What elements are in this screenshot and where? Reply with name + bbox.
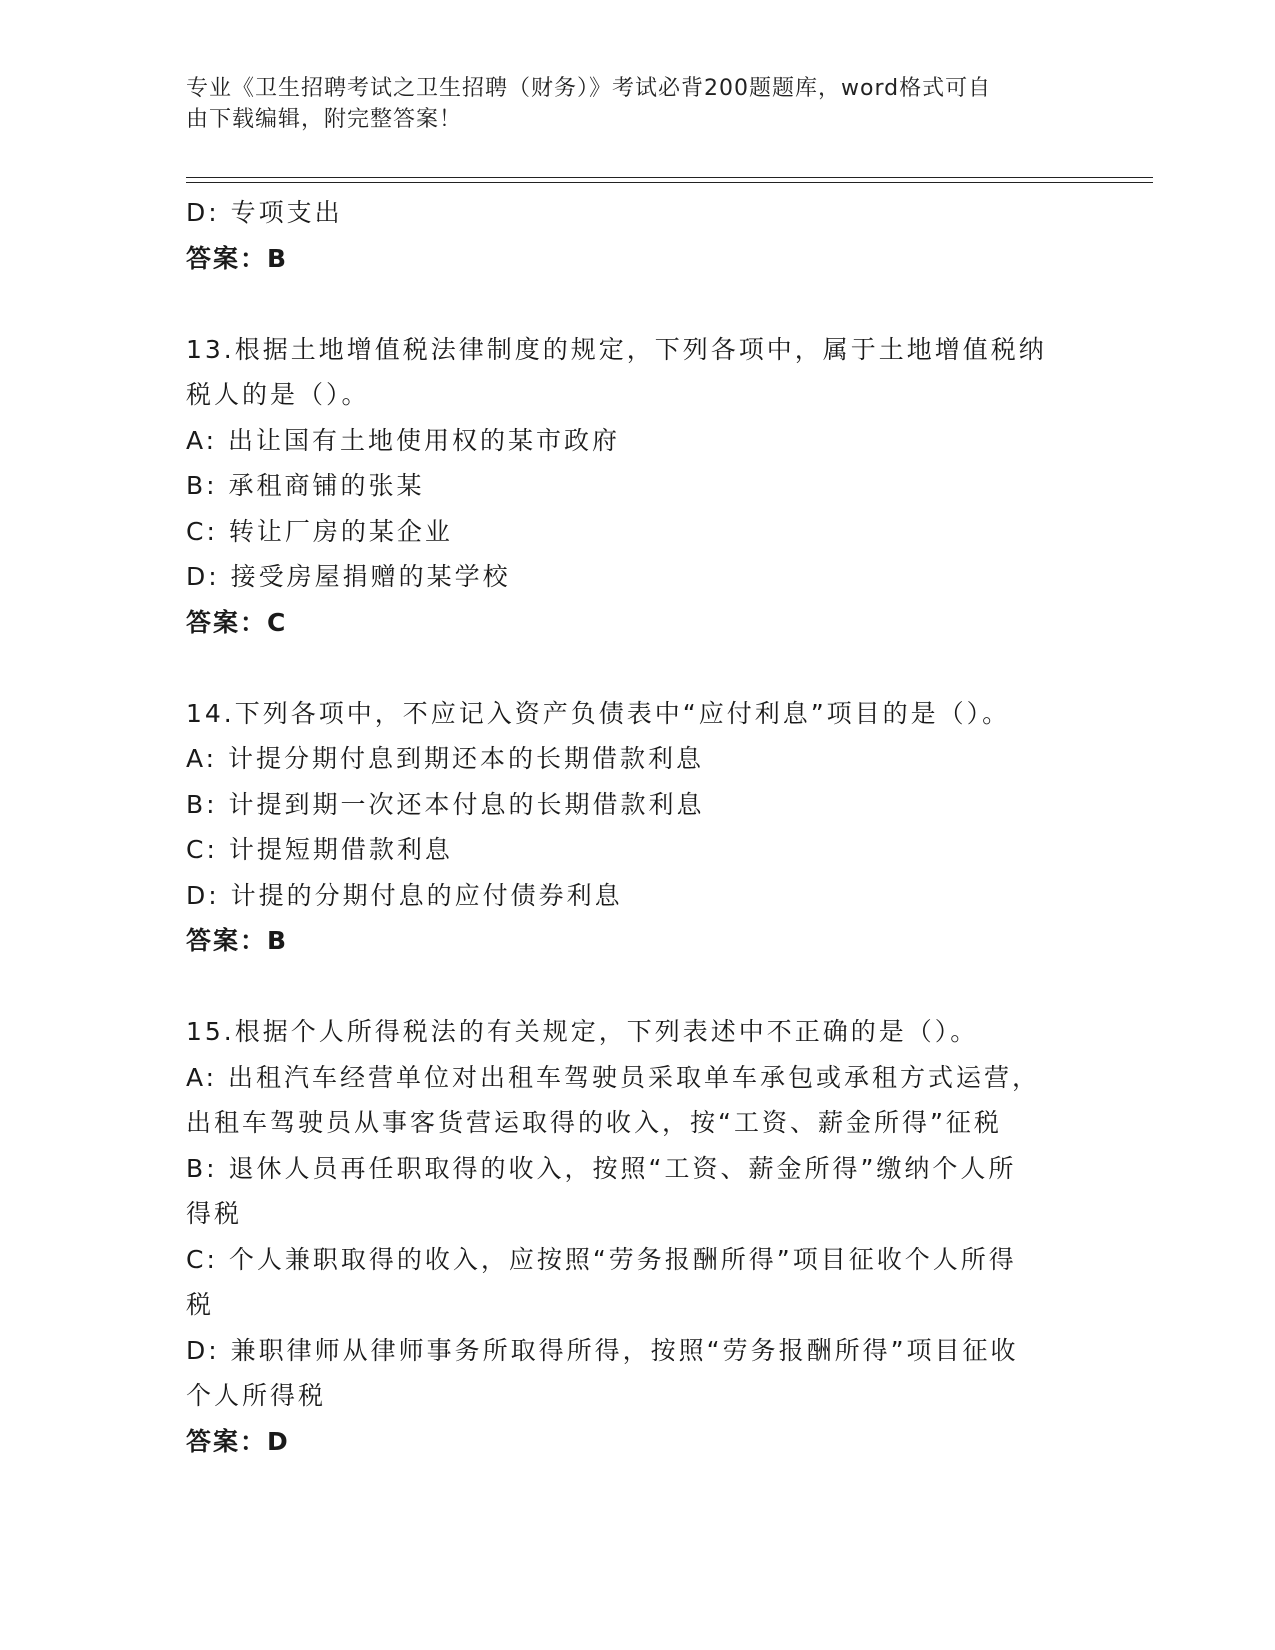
header-divider-bottom <box>186 182 1153 183</box>
option-d: D: 兼职律师从律师事务所取得所得，按照“劳务报酬所得”项目征收 <box>186 1335 1019 1365</box>
question-15 <box>186 1009 1086 1464</box>
option-b: B: 承租商铺的张某 <box>186 471 425 500</box>
option-d: D: 接受房屋捐赠的某学校 <box>186 562 511 591</box>
answer: 答案：D <box>186 1426 290 1456</box>
spacer <box>186 281 1086 327</box>
document-header <box>186 73 1066 135</box>
header-line-2: 由下载编辑，附完整答案！ <box>186 107 463 132</box>
previous-question-option-d: D: 专项支出 <box>186 198 343 227</box>
question-13 <box>186 327 1086 646</box>
option-c: C: 计提短期借款利息 <box>186 835 453 864</box>
option-a-continued: 出租车驾驶员从事客货营运取得的收入，按“工资、薪金所得”征税 <box>186 1108 1002 1137</box>
question-content <box>186 190 1086 1464</box>
option-d: D: 计提的分期付息的应付债券利息 <box>186 880 623 910</box>
question-stem: 13.根据土地增值税法律制度的规定，下列各项中，属于土地增值税纳 <box>186 334 1047 364</box>
question-stem-continued: 税人的是（）。 <box>186 380 370 409</box>
spacer <box>186 645 1086 691</box>
previous-question-answer: 答案：B <box>186 243 289 273</box>
option-b: B: 计提到期一次还本付息的长期借款利息 <box>186 789 705 819</box>
answer: 答案：C <box>186 607 288 637</box>
option-c-continued: 税 <box>186 1290 215 1319</box>
option-b: B: 退休人员再任职取得的收入，按照“工资、薪金所得”缴纳个人所 <box>186 1153 1017 1183</box>
question-stem: 15.根据个人所得税法的有关规定，下列表述中不正确的是（）。 <box>186 1017 979 1046</box>
option-c: C: 转让厂房的某企业 <box>186 516 453 546</box>
option-b-continued: 得税 <box>186 1199 243 1228</box>
question-stem: 14.下列各项中，不应记入资产负债表中“应付利息”项目的是（）。 <box>186 698 1011 728</box>
answer: 答案：B <box>186 926 289 955</box>
option-c: C: 个人兼职取得的收入，应按照“劳务报酬所得”项目征收个人所得 <box>186 1244 1017 1274</box>
header-line-1: 专业《卫生招聘考试之卫生招聘（财务）》考试必背200题题库，word格式可自 <box>186 76 992 101</box>
header-divider-top <box>186 177 1153 178</box>
option-a: A: 出租汽车经营单位对出租车驾驶员采取单车承包或承租方式运营， <box>186 1062 1041 1092</box>
option-a: A: 计提分期付息到期还本的长期借款利息 <box>186 744 705 773</box>
option-d-continued: 个人所得税 <box>186 1381 327 1410</box>
option-a: A: 出让国有土地使用权的某市政府 <box>186 425 621 455</box>
question-14 <box>186 691 1086 964</box>
spacer <box>186 964 1086 1010</box>
